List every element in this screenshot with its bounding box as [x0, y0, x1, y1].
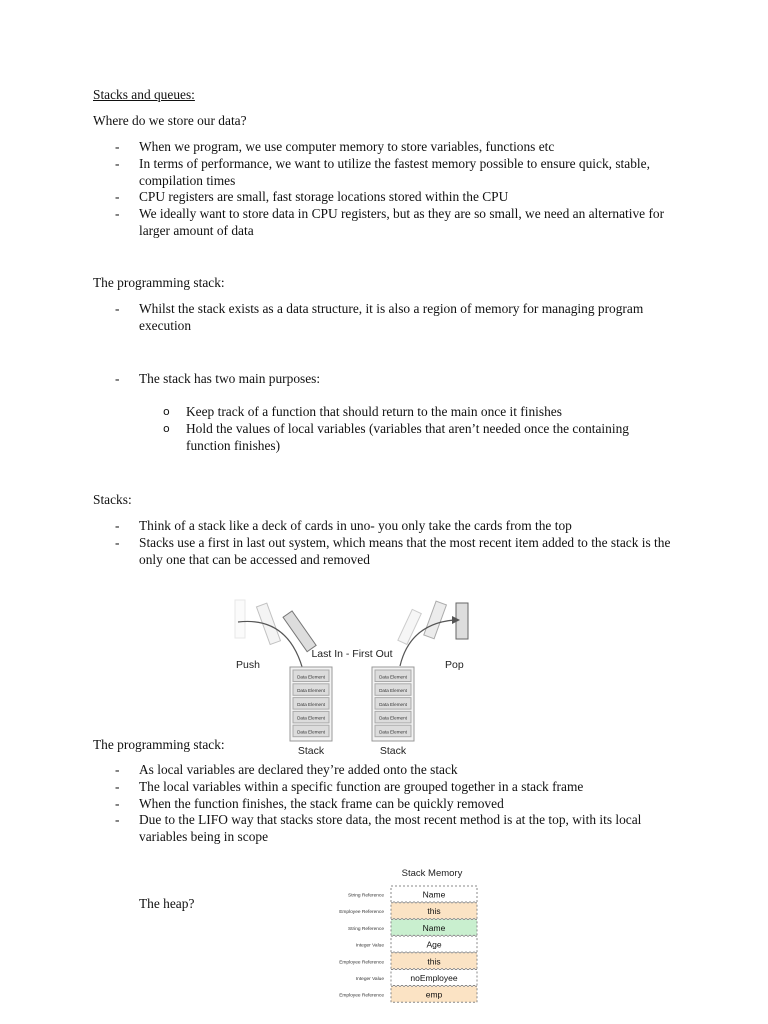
where-list [0, 139, 679, 240]
list-item: o Hold the values of local variables (variables that aren’t needed once the containing function finishes) [163, 420, 629, 453]
list-item: - Think of a stack like a deck of cards in uno- you only take the cards from the top [115, 518, 572, 533]
push-card [283, 611, 316, 652]
list-item: o Keep track of a function that should return to the main once it finishes [163, 404, 562, 419]
stack-memory-value: this [427, 956, 441, 967]
stack-memory-value: Name [422, 889, 446, 900]
where-heading: Where do we store our data? [93, 113, 247, 128]
stack-memory-diagram [330, 862, 490, 1012]
stack-element-label: Data Element [297, 674, 325, 680]
heap-heading: The heap? [139, 896, 195, 911]
stack-memory-ref: Integer Value [355, 977, 384, 982]
list-item: - In terms of performance, we want to utilize the fastest memory possible to ensure quick, stable, compilation times [115, 155, 650, 188]
stacks-heading: Stacks: [93, 492, 132, 507]
list-item: - The stack has two main purposes: [115, 371, 321, 386]
right-stack [372, 667, 414, 741]
prog-stack2-list [0, 762, 679, 846]
stack-memory-ref: Employee Reference [339, 960, 384, 966]
stack-memory-value: Age [426, 939, 442, 950]
list-item: - Due to the LIFO way that stacks store data, the most recent method is at the top, with its local variables being in scope [115, 812, 642, 845]
list-item: - When the function finishes, the stack frame can be quickly removed [115, 795, 504, 811]
stack-element-label: Data Element [379, 715, 407, 721]
stack-memory-ref: Integer Value [355, 943, 384, 949]
push-card-faded [235, 600, 245, 638]
list-item: - As local variables are declared they’re added onto the stack [115, 762, 458, 777]
lifo-diagram [230, 596, 480, 762]
push-label: Push [236, 659, 260, 671]
page-title: Stacks and queues: [93, 87, 195, 102]
lifo-title: Last In - First Out [311, 648, 393, 660]
list-item: - The local variables within a specific function are grouped together in a stack frame [115, 778, 584, 794]
stack-element-label: Data Element [297, 701, 325, 707]
stack-memory-title: Stack Memory [401, 868, 463, 879]
push-card-mid [256, 603, 280, 644]
list-item: - When we program, we use computer memory to store variables, functions etc [115, 139, 555, 154]
stack-element-label: Data Element [379, 688, 407, 694]
stack-memory-value: noEmployee [410, 973, 458, 983]
pop-label: Pop [445, 659, 464, 671]
list-item: - Stacks use a first in last out system, which means that the most recent item added to the stack is the only one that can be accessed and removed [115, 534, 671, 567]
stack-element-label: Data Element [379, 729, 407, 735]
purposes-list [0, 404, 676, 454]
prog-stack-list [0, 301, 679, 335]
left-stack [290, 667, 332, 741]
stack-memory-value: this [427, 906, 441, 917]
stack-memory-ref: Employee Reference [339, 910, 384, 916]
stacks-list [0, 518, 679, 568]
pop-card-mid [424, 601, 447, 639]
stack-element-label: Data Element [379, 674, 407, 680]
prog-stack-list-2 [0, 371, 679, 388]
prog-stack-heading-2: The programming stack: [93, 737, 225, 752]
left-stack-label: Stack [297, 745, 325, 757]
pop-card-faded [398, 609, 421, 644]
stack-memory-ref: String Reference [348, 926, 384, 932]
stack-memory-ref: String Reference [348, 893, 384, 899]
list-item: - We ideally want to store data in CPU registers, but as they are so small, we need an alternative for larger amount of data [115, 206, 665, 238]
list-item: - Whilst the stack exists as a data structure, it is also a region of memory for managing program execution [115, 301, 644, 333]
right-stack-label: Stack [379, 745, 407, 757]
list-item: - CPU registers are small, fast storage locations stored within the CPU [115, 189, 509, 205]
stack-element-label: Data Element [297, 729, 325, 735]
stack-element-label: Data Element [297, 715, 325, 721]
stack-memory-ref: Employee Reference [339, 993, 384, 999]
prog-stack-heading: The programming stack: [93, 275, 225, 290]
stack-memory-value: Name [422, 922, 446, 933]
stack-element-label: Data Element [379, 701, 407, 707]
stack-memory-rows [339, 886, 477, 1002]
stack-element-label: Data Element [297, 688, 325, 694]
stack-memory-value: emp [425, 989, 443, 1000]
